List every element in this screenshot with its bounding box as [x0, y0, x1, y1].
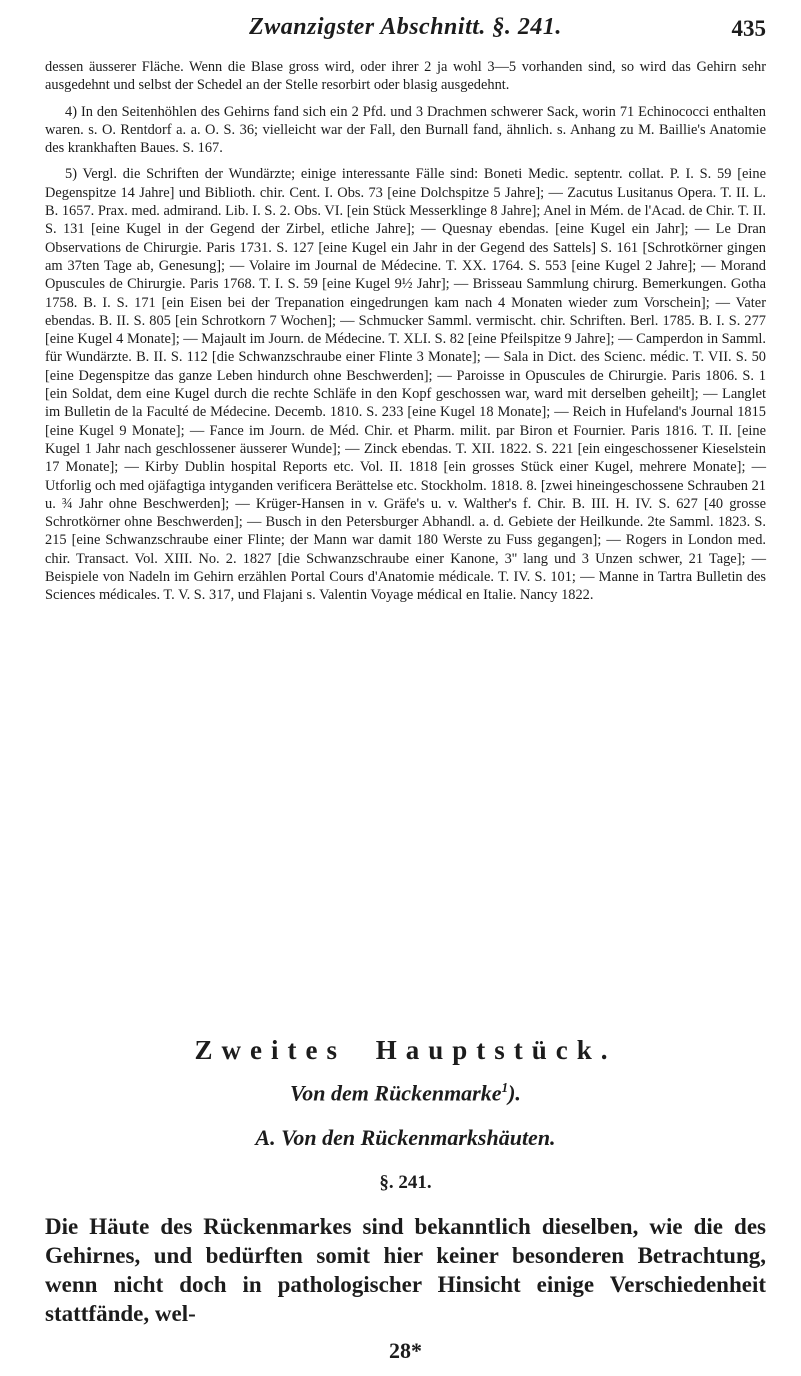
page-number: 435 [731, 16, 766, 41]
chapter-subtitle [45, 1080, 766, 1106]
chapter-subtitle-close: ). [508, 1080, 521, 1106]
signature-mark: 28* [389, 1338, 422, 1363]
section-heading: A. Von den Rückenmarkshäuten. [255, 1125, 556, 1150]
running-head [45, 12, 766, 52]
footnote-mark: 1 [501, 1080, 509, 1095]
paragraph-number: §. 241. [379, 1172, 432, 1193]
body-paragraph: Die Häute des Rückenmarkes sind bekanntlich dieselben, wie die des Gehirnes, und bedürften somit hier keiner besonderen Betrachtung, wenn nicht doch in pathologischer Hinsicht einige Verschiedenheit stattfände, wel- [45, 1214, 766, 1326]
running-title: Zwanzigster Abschnitt. §. 241. [249, 14, 562, 40]
chapter-subtitle-text: Von dem Rückenmarke [290, 1080, 502, 1106]
footnote-5: 5) Vergl. die Schriften der Wundärzte; einige interessante Fälle sind: Boneti Medic. septentr. collat. P. I. S. 59 [eine Degenspitze 14 Jahre] und Biblioth. chir. Cent. I. Obs. 73 [eine Dolchspitze 5 Jahre]; — Zacutus Lusitanus Opera. T. II. L. B. 1657. Prax. med. admirand. Lib. I. S. 2. Obs. VI. [ein Stück Messerklinge 8 Jahre]; Anel in Mém. de l'Acad. de Chir. T. II. S. 131 [eine Kugel in der Gegend der Zirbel, etliche Jahre]; — Quesnay ebendas. [eine Kugel ein Jahr]; — Le Dran Observations de Chirurgie. Paris 1731. S. 127 [eine Kugel ein Jahr in der Gegend des Sattels] S. 161 [Schrotkörner gingen am 37ten Tage ab, Genesung]; — Volaire im Journal de Médecine. T. XX. 1764. S. 553 [eine Kugel 2 Jahre]; — Morand Opuscules de Chirurgie. Paris 1768. T. I. S. 59 [eine Kugel 9½ Jahr]; — Brisseau Sammlung chirurg. Bemerkungen. Gotha 1758. B. I. S. 171 [ein Eisen bei der Trepanation eingedrungen kam nach 4 Monaten wieder zum Vorschein]; — Vater ebendas. B. II. S. 805 [ein Schrotkorn 7 Wochen]; — Schmucker Samml. vermischt. chir. Schriften. Berl. 1785. B. I. S. 277 [eine Kugel 4 Monate]; — Majault im Journ. de Médecine. T. XLI. S. 82 [eine Pfeilspitze 9 Jahre]; — Camperdon in Samml. für Wundärzte. B. II. S. 112 [die Schwanzschraube einer Flinte 3 Monate]; — Sala in Dict. des Scienc. médic. T. VII. S. 50 [eine Degenspitze das ganze Leben hindurch ohne Beschwerden]; — Paroisse in Opuscules de Chirurgie. Paris 1806. S. 1 [ein Soldat, dem eine Kugel durch die rechte Schläfe in den Kopf geschossen war, ward mit derselben geheilt]; — Langlet im Bulletin de la Faculté de Médecine. Decemb. 1810. S. 233 [eine Kugel 18 Monate]; — Reich in Hufeland's Journal 1815 [eine Kugel 9 Monate]; — Fance im Journ. de Méd. Chir. et Pharm. milit. par Biron et Fournier. Paris 1816. T. II. [eine Kugel 1 Jahr nach geschlossener äusserer Wunde]; — Zinck ebendas. T. XII. 1822. S. 221 [ein eingeschossener Kieselstein 17 Monate]; — Kirby Dublin hospital Reports etc. Vol. II. 1818 [ein grosses Stück einer Kugel, mehrere Monate]; — Utforlig och med ojäfagtiga intyganden verificera Berättelse etc. Stockholm. 1818. 8. [zwei hineingeschossene Schrauben 21 u. ¾ Jahr ohne Beschwerden]; — Krüger-Hansen in v. Gräfe's u. v. Walther's f. Chir. B. III. H. IV. S. 627 [40 grosse Schrotkörner ohne Beschwerden]; — Busch in den Petersburger Abhandl. a. d. Gebiete der Heilkunde. 2te Samml. 1823. S. 215 [eine Schwanzschraube einer Flinte; der Mann war damit 180 Werste zu Fuss gegangen]; — Rogers in London med. chir. Transact. Vol. XIII. No. 2. 1827 [die Schwanzschraube einer Kanone, 3'' lang und 3 Unzen schwer, 21 Tage]; — Beispiele von Nadeln im Gehirn erzählen Portal Cours d'Anatomie médicale. T. IV. S. 101; — Manne in Tartra Bulletin des Sciences médicales. T. V. S. 317, und Flajani s. Valentin Voyage médical en Italie. Nancy 1822. [45, 166, 766, 604]
footnotes [45, 58, 766, 613]
footnote-4: 4) In den Seitenhöhlen des Gehirns fand sich ein 2 Pfd. und 3 Drachmen schwerer Sack, worin 71 Echinococci enthalten waren. s. O. Rentdorf a. a. O. S. 36; vielleicht war der Fall, den Burnall fand, ähnlich. s. Anhang zu M. Baillie's Anatomie des krankhaften Baues. S. 167. [45, 103, 766, 157]
footnote-continuation: dessen äusserer Fläche. Wenn die Blase gross wird, oder ihrer 2 ja wohl 3—5 vorhanden sind, so wird das Gehirn sehr ausgedehnt und selbst der Schedel an der Stelle resorbirt oder blasig ausgedehnt. [45, 59, 766, 94]
chapter-heading: Zweites Hauptstück. [194, 1035, 617, 1065]
